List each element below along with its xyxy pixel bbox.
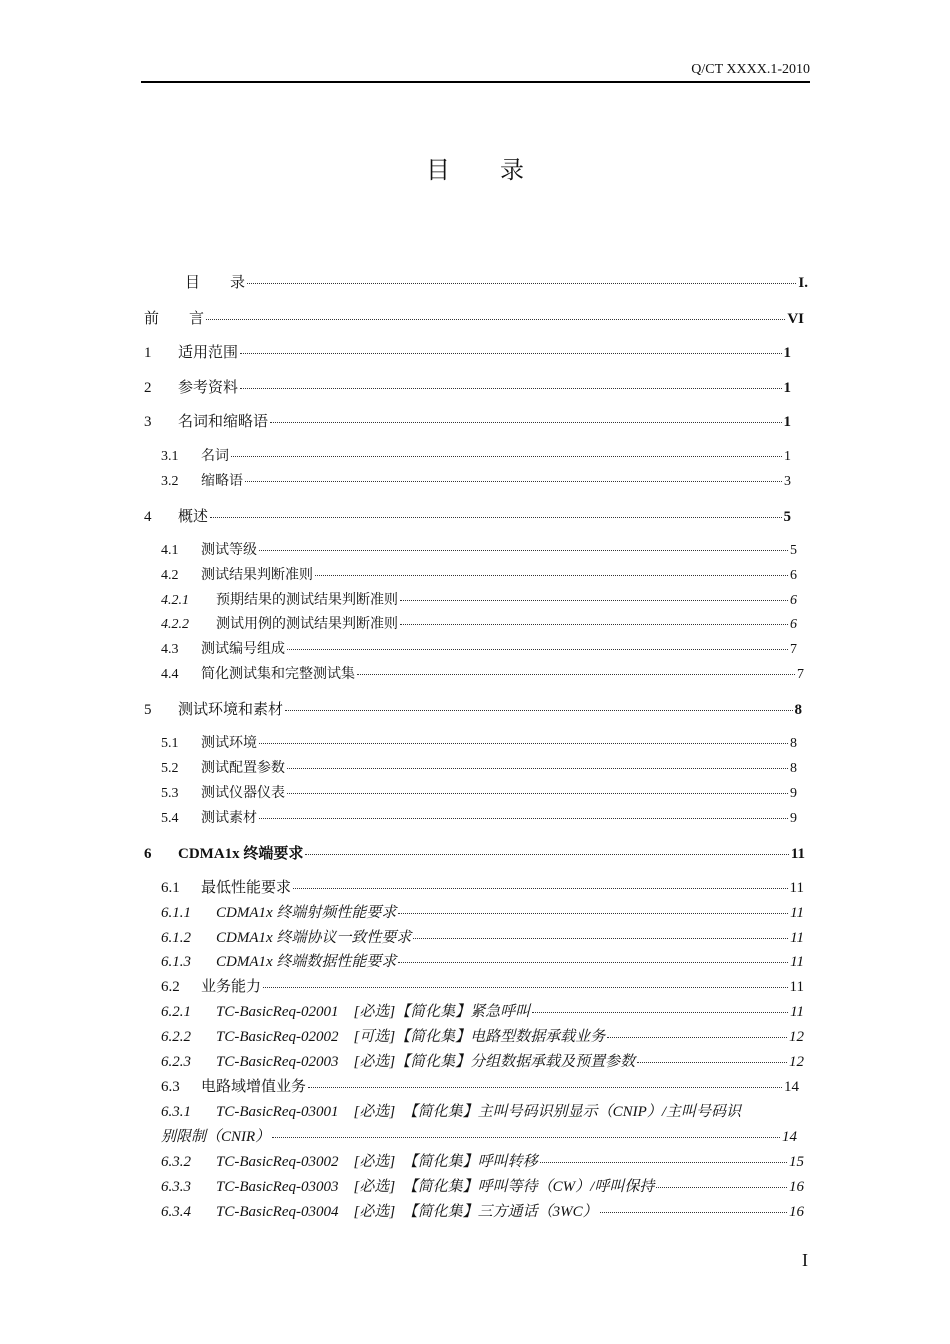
toc-number: 6.2: [161, 979, 180, 995]
toc-entry[interactable]: [161, 564, 797, 584]
toc-entry[interactable]: [161, 1025, 804, 1046]
toc-entry-continuation[interactable]: [161, 1125, 797, 1146]
toc-number: 6.1: [161, 880, 180, 896]
toc-number: 4.1: [161, 543, 179, 558]
toc-number: 6.3: [161, 1079, 180, 1095]
toc-page: 7: [790, 642, 797, 657]
toc-label: 测试仪器仪表: [201, 786, 285, 801]
toc-entry[interactable]: [161, 1200, 804, 1221]
toc-label: TC-BasicReq-02002 [可选]【简化集】电路型数据承载业务: [216, 1029, 606, 1045]
toc-number: 5.1: [161, 736, 179, 751]
toc-entry[interactable]: [161, 901, 804, 922]
toc-leader: [259, 550, 788, 551]
toc-number: 6.3.4: [161, 1204, 191, 1220]
toc-number: 4.2.2: [161, 617, 189, 632]
toc-number: 5.3: [161, 786, 179, 801]
toc-page: 12: [789, 1054, 804, 1070]
toc-label: 测试编号组成: [201, 642, 285, 657]
toc-entry[interactable]: [161, 876, 804, 897]
toc-page: 1: [783, 345, 791, 361]
toc-number: 5.4: [161, 811, 179, 826]
toc-leader: [206, 319, 785, 320]
toc-label: 测试用例的测试结果判断准则: [216, 617, 398, 632]
toc-number: 4.2.1: [161, 593, 189, 608]
toc-label: 概述: [178, 509, 209, 525]
toc-leader: [272, 1137, 780, 1138]
toc-label: 最低性能要求: [201, 880, 292, 896]
toc-leader: [656, 1187, 787, 1188]
toc-number: 6.1.1: [161, 905, 191, 921]
toc-page: 8: [790, 736, 797, 751]
toc-leader: [607, 1037, 787, 1038]
toc-number: 6.1.3: [161, 954, 191, 970]
toc-page: 14: [782, 1129, 797, 1145]
toc-entry[interactable]: [161, 445, 791, 465]
toc-entry[interactable]: [144, 842, 805, 863]
toc-entry[interactable]: [144, 505, 791, 526]
toc-page: 12: [789, 1029, 804, 1045]
toc-entry[interactable]: [161, 1050, 804, 1071]
toc-entry[interactable]: [161, 589, 797, 609]
toc-leader: [532, 1012, 788, 1013]
title-char-2: 录: [500, 158, 524, 184]
toc-entry[interactable]: [144, 698, 802, 719]
toc-label: 别限制（CNIR）: [161, 1129, 271, 1145]
toc-entry[interactable]: [161, 1100, 811, 1121]
toc-page: 6: [790, 617, 797, 632]
toc-number: 3.2: [161, 474, 179, 489]
toc-page: 11: [789, 979, 804, 995]
toc-leader: [308, 1087, 782, 1088]
toc-leader: [259, 743, 788, 744]
toc-label: 测试结果判断准则: [201, 568, 313, 583]
toc-page: 8: [790, 761, 797, 776]
toc-label: 测试配置参数: [201, 761, 285, 776]
toc-entry[interactable]: [161, 663, 804, 683]
toc-page: 1: [784, 449, 791, 464]
toc-label: 适用范围: [178, 345, 239, 361]
toc-number: 3.1: [161, 449, 179, 464]
toc-label: CDMA1x 终端射频性能要求: [216, 905, 397, 921]
toc-number: 3: [144, 414, 152, 430]
toc-page: 11: [789, 880, 804, 896]
toc-leader: [398, 962, 788, 963]
toc-entry[interactable]: [161, 950, 804, 971]
toc-page: 1: [783, 380, 791, 396]
toc-label: 测试素材: [201, 811, 257, 826]
toc-entry[interactable]: [161, 638, 797, 658]
toc-leader: [357, 674, 795, 675]
toc-label: CDMA1x 终端协议一致性要求: [216, 930, 412, 946]
toc-label: CDMA1x 终端数据性能要求: [216, 954, 397, 970]
toc-page: 11: [790, 846, 805, 862]
toc-label: TC-BasicReq-02001 [必选]【简化集】紧急呼叫: [216, 1004, 531, 1020]
toc-entry[interactable]: [144, 410, 791, 431]
toc-label: 业务能力: [201, 979, 262, 995]
toc-entry[interactable]: [161, 1175, 804, 1196]
toc-number: 6.3.2: [161, 1154, 191, 1170]
toc-number: 6.3.3: [161, 1179, 191, 1195]
toc-page: 8: [794, 702, 802, 718]
toc-leader: [270, 422, 781, 423]
header-standard-code: Q/CT XXXX.1-2010: [691, 62, 810, 77]
footer-page-number: I: [802, 1250, 808, 1270]
toc-leader: [540, 1162, 787, 1163]
toc-label: 预期结果的测试结果判断准则: [216, 593, 398, 608]
toc-page: VI: [787, 311, 804, 327]
toc-leader: [259, 818, 788, 819]
toc-entry[interactable]: [161, 757, 797, 777]
toc-page: 7: [797, 667, 804, 682]
toc-entry[interactable]: [161, 975, 804, 996]
toc-entry[interactable]: [161, 1075, 799, 1096]
toc-page: 16: [789, 1204, 804, 1220]
toc-number: 6.2.1: [161, 1004, 191, 1020]
toc-entry[interactable]: [144, 307, 804, 328]
toc-entry[interactable]: [144, 341, 791, 362]
toc-page: 11: [790, 1004, 804, 1020]
toc-label: 参考资料: [178, 380, 239, 396]
toc-entry[interactable]: [161, 782, 797, 802]
toc-entry[interactable]: [144, 376, 791, 397]
toc-page: I.: [798, 275, 808, 291]
page-title: [0, 150, 950, 185]
toc-label: TC-BasicReq-02003 [必选]【简化集】分组数据承载及预置参数: [216, 1054, 636, 1070]
toc-page: 3: [784, 474, 791, 489]
toc-entry[interactable]: [161, 807, 797, 827]
toc-number: 5.2: [161, 761, 179, 776]
toc-number: 6: [144, 846, 152, 862]
toc-entry[interactable]: [161, 539, 797, 559]
toc-page: 14: [784, 1079, 799, 1095]
toc-leader: [287, 768, 788, 769]
toc-leader: [413, 938, 788, 939]
toc-number: 6.3.1: [161, 1104, 191, 1120]
header-rule: [141, 81, 810, 83]
toc-number: 4.4: [161, 667, 179, 682]
toc-leader: [400, 624, 788, 625]
toc-label: 名词: [201, 449, 229, 464]
toc-label: TC-BasicReq-03003 [必选] 【简化集】呼叫等待（CW）/呼叫保持: [216, 1179, 655, 1195]
toc-page: 9: [790, 811, 797, 826]
toc-entry[interactable]: [161, 926, 804, 947]
toc-page: 11: [790, 930, 804, 946]
toc-label: 测试等级: [201, 543, 257, 558]
toc-label: TC-BasicReq-03001 [必选] 【简化集】主叫号码识别显示（CNIP）/主叫号码识: [216, 1104, 741, 1120]
toc-number: 6.1.2: [161, 930, 191, 946]
toc-leader: [210, 517, 781, 518]
toc-entry[interactable]: [161, 613, 797, 633]
toc-page: 6: [790, 568, 797, 583]
toc-leader: [398, 913, 788, 914]
toc-page: 11: [790, 954, 804, 970]
title-char-1: 目: [426, 158, 450, 184]
toc-label: 测试环境: [201, 736, 257, 751]
toc-label: 名词和缩略语: [178, 414, 269, 430]
toc-leader: [305, 854, 788, 855]
toc-page: 6: [790, 593, 797, 608]
toc-leader: [287, 649, 788, 650]
toc-leader: [240, 388, 781, 389]
toc-number: 6.2.3: [161, 1054, 191, 1070]
toc-label: 目 录: [185, 275, 246, 291]
toc-page: 16: [789, 1179, 804, 1195]
toc-entry[interactable]: [161, 1000, 804, 1021]
toc-label: 简化测试集和完整测试集: [201, 667, 355, 682]
toc-label: TC-BasicReq-03004 [必选] 【简化集】三方通话（3WC）: [216, 1204, 598, 1220]
toc-number: 4.3: [161, 642, 179, 657]
toc-entry[interactable]: [161, 1150, 804, 1171]
toc-page: 1: [783, 414, 791, 430]
toc-entry[interactable]: [185, 271, 808, 292]
toc-leader: [285, 710, 792, 711]
toc-page: 5: [790, 543, 797, 558]
toc-leader: [287, 793, 788, 794]
toc-leader: [245, 481, 782, 482]
toc-leader: [263, 987, 788, 988]
toc-leader: [293, 888, 788, 889]
toc-leader: [231, 456, 782, 457]
toc-leader: [637, 1062, 787, 1063]
toc-page: 9: [790, 786, 797, 801]
toc-number: 2: [144, 380, 152, 396]
toc-leader: [600, 1212, 787, 1213]
toc-leader: [240, 353, 781, 354]
toc-label: TC-BasicReq-03002 [必选] 【简化集】呼叫转移: [216, 1154, 538, 1170]
toc-leader: [247, 283, 796, 284]
toc-label: 前 言: [144, 311, 205, 327]
toc-page: 5: [783, 509, 791, 525]
toc-leader: [400, 600, 788, 601]
toc-label: 测试环境和素材: [178, 702, 284, 718]
toc-page: 15: [789, 1154, 804, 1170]
toc-page: 11: [790, 905, 804, 921]
toc-entry[interactable]: [161, 732, 797, 752]
toc-number: 6.2.2: [161, 1029, 191, 1045]
toc-number: 4: [144, 509, 152, 525]
toc-label: 缩略语: [201, 474, 243, 489]
toc-number: 5: [144, 702, 152, 718]
toc-leader: [315, 575, 788, 576]
toc-number: 4.2: [161, 568, 179, 583]
toc-entry[interactable]: [161, 470, 791, 490]
toc-label: CDMA1x 终端要求: [178, 846, 304, 862]
toc-number: 1: [144, 345, 152, 361]
toc-label: 电路域增值业务: [201, 1079, 307, 1095]
